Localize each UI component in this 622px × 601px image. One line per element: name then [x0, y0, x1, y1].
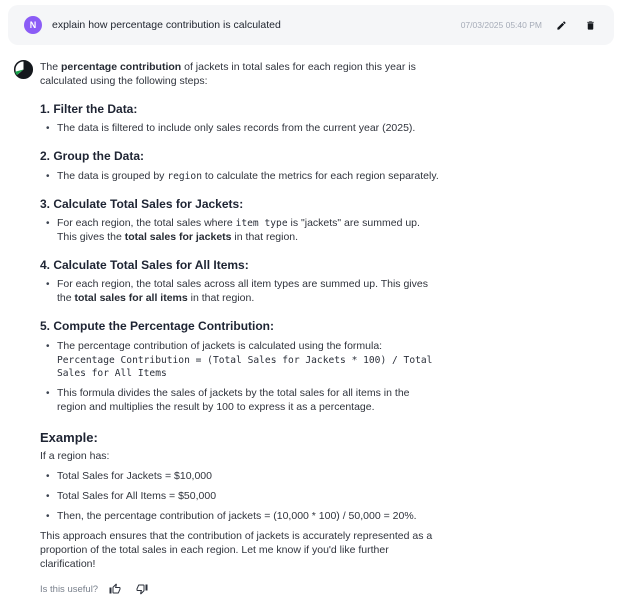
text-segment: The data is grouped by — [57, 169, 168, 182]
text-segment: This formula divides the sales of jackets by the total sales for all items in the region and multiplies the result by 100 to express it as a percentage. — [57, 387, 410, 414]
example-heading: Example: — [40, 430, 98, 446]
assistant-answer — [40, 58, 440, 601]
delete-message-button[interactable] — [580, 15, 600, 35]
pencil-icon — [556, 20, 567, 31]
step-heading-1: 1. Filter the Data: — [40, 101, 138, 116]
assistant-message — [0, 45, 622, 601]
list-item — [57, 278, 440, 306]
text-segment: in that region. — [231, 230, 299, 243]
step-4-list — [40, 278, 440, 306]
code-segment: item type — [235, 217, 288, 229]
bold-segment: percentage contribution — [61, 61, 182, 73]
text-segment: Total Sales for All Items = $50,000 — [57, 489, 217, 502]
text-segment: The data is filtered to include only sales records from the current year (2025). — [57, 122, 416, 135]
code-segment: region — [167, 170, 202, 182]
step-1-list — [40, 122, 440, 136]
step-heading-2: 2. Group the Data: — [40, 149, 145, 164]
thumbs-up-icon — [109, 583, 121, 598]
trash-icon — [585, 20, 596, 31]
text-segment: to calculate the metrics for each region separately. — [201, 169, 439, 182]
step-3-list — [40, 217, 440, 245]
feedback-row — [40, 581, 440, 601]
list-item — [57, 217, 440, 245]
thumbs-down-button[interactable] — [132, 581, 152, 601]
list-item — [57, 170, 440, 184]
text-segment: For each region, the total sales across all item types are summed up. This gives the — [57, 278, 428, 305]
example-list — [40, 470, 440, 524]
step-5-list — [40, 340, 440, 416]
assistant-avatar-icon — [13, 59, 34, 80]
edit-message-button[interactable] — [551, 15, 571, 35]
message-meta — [461, 15, 600, 35]
bold-segment: total sales for jackets — [124, 230, 232, 243]
step-2-list — [40, 170, 440, 184]
list-item — [57, 387, 440, 415]
bold-segment: total sales for all items — [74, 292, 188, 305]
message-timestamp: 07/03/2025 05:40 PM — [460, 20, 542, 30]
list-item — [57, 340, 440, 382]
list-item — [57, 470, 440, 484]
feedback-question: Is this useful? — [40, 584, 99, 596]
list-item — [57, 510, 440, 524]
step-heading-4: 4. Calculate Total Sales for All Items: — [40, 257, 249, 272]
code-segment: Percentage Contribution = (Total Sales for Jackets * 100) / Total Sales for All Items — [57, 354, 433, 380]
intro-paragraph — [40, 61, 440, 89]
text-segment: is "jackets" are summed up. This gives the — [57, 216, 420, 243]
text-segment: Total Sales for Jackets = $10,000 — [57, 469, 212, 482]
thumbs-down-icon — [136, 583, 148, 598]
thumbs-up-button[interactable] — [105, 581, 125, 601]
user-message-text: explain how percentage contribution is calculated — [52, 19, 281, 31]
step-heading-3: 3. Calculate Total Sales for Jackets: — [40, 196, 244, 211]
text-segment: The — [40, 61, 62, 73]
step-heading-5: 5. Compute the Percentage Contribution: — [40, 319, 275, 334]
text-segment: Then, the percentage contribution of jackets = (10,000 * 100) / 50,000 = 20%. — [57, 509, 417, 522]
user-avatar: N — [24, 16, 42, 34]
user-message — [8, 5, 614, 45]
text-segment: For each region, the total sales where — [57, 216, 236, 229]
closing-paragraph: This approach ensures that the contribution of jackets is accurately represented as a proportion of the total sales in each region. Let me know if you'd like further clarification! — [40, 529, 433, 570]
list-item — [57, 490, 440, 504]
example-lead: If a region has: — [40, 449, 110, 462]
text-segment: The percentage contribution of jackets is calculated using the formula: — [57, 339, 383, 352]
text-segment: of jackets in total sales for each region this year is calculated using the following steps: — [40, 61, 416, 87]
text-segment: in that region. — [187, 292, 255, 305]
list-item — [57, 122, 440, 136]
